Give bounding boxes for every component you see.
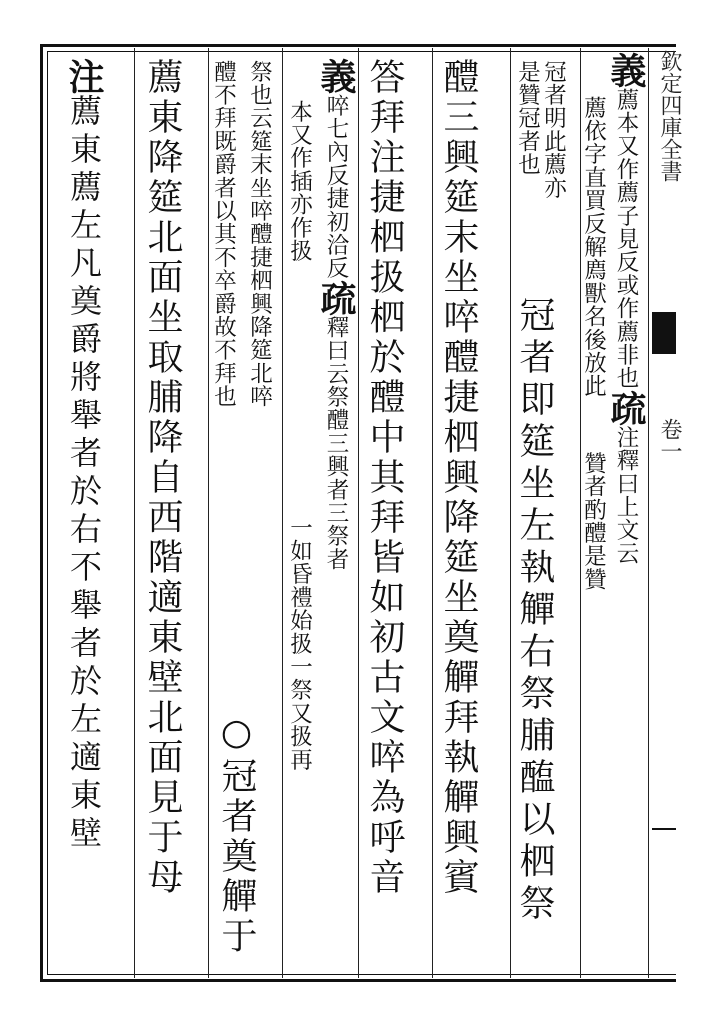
column-rule — [208, 48, 209, 978]
text-column-4 — [516, 60, 539, 176]
column-rule — [432, 48, 433, 978]
gloss-marker: 義 — [315, 58, 357, 94]
text-column-12 — [63, 58, 105, 854]
column-rule — [282, 48, 283, 978]
column-rule — [510, 48, 511, 978]
margin-strip — [650, 44, 676, 982]
commentary-text: 薦依字直買反解廌獸名後放此 — [580, 96, 607, 398]
commentary-text: 是贊冠者也 — [514, 60, 541, 176]
volume-label: 卷一 — [657, 418, 682, 462]
text-column-9 — [248, 60, 271, 408]
gloss-marker: 疏 — [315, 279, 357, 316]
main-text: 醴三興筵末坐啐醴捷柶興降筵坐奠觶拜執觶興賓 — [438, 58, 479, 898]
main-text: 冠者即筵坐左執觶右祭脯醢以柶祭 — [514, 296, 555, 926]
commentary-text: 冠者明此薦亦 — [540, 60, 567, 200]
commentary-text: 本又作插亦作扱 — [286, 100, 313, 263]
gloss-marker: 注 — [63, 58, 105, 94]
text-column-2 — [582, 96, 605, 591]
text-column-6 — [364, 58, 405, 898]
commentary-text: 啐七內反捷初洽反 — [323, 94, 349, 280]
commentary-text: 薦本又作薦子見反或作薦非也 — [613, 88, 639, 390]
text-column-8 — [288, 100, 311, 262]
commentary-text: 祭也云筵末坐啐醴捷柶興降筵北啐 — [246, 60, 273, 408]
text-column-7 — [315, 58, 357, 571]
text-column-9b — [216, 712, 257, 957]
main-text: 答拜注捷柶扱柶於醴中其拜皆如初古文啐為呼音 — [364, 58, 405, 898]
text-column-1 — [605, 52, 647, 565]
main-text: ○冠者奠觶于 — [216, 712, 257, 957]
text-column-11 — [142, 58, 183, 898]
margin-tick — [652, 828, 676, 830]
commentary-text: 注釋曰上文云 — [613, 425, 639, 565]
commentary-text: 釋曰云祭醴三興者三祭者 — [323, 315, 349, 571]
commentary-text: 贊者酌醴是贊 — [580, 451, 607, 591]
text-column-8b — [288, 516, 311, 771]
commentary-text: 醴不拜既爵者以其不卒爵故不拜也 — [210, 60, 237, 408]
text-column-3 — [542, 60, 565, 199]
column-rule — [648, 48, 649, 978]
text-column-3b — [514, 296, 555, 926]
gloss-marker: 疏 — [605, 389, 647, 426]
column-rule — [358, 48, 359, 978]
column-rule — [134, 48, 135, 978]
main-text: 薦東薦左凡奠爵將舉者於右不舉者於左適東壁 — [65, 94, 103, 854]
gloss-marker: 義 — [605, 52, 647, 88]
fishtail-mark — [652, 312, 676, 354]
commentary-text: 一如昏禮始扱一祭又扱再 — [286, 516, 313, 772]
text-column-5 — [438, 58, 479, 898]
library-title: 欽定四庫全書 — [657, 50, 682, 182]
text-column-10 — [212, 60, 235, 408]
main-text: 薦東降筵北面坐取脯降自西階適東壁北面見于母 — [142, 58, 183, 898]
